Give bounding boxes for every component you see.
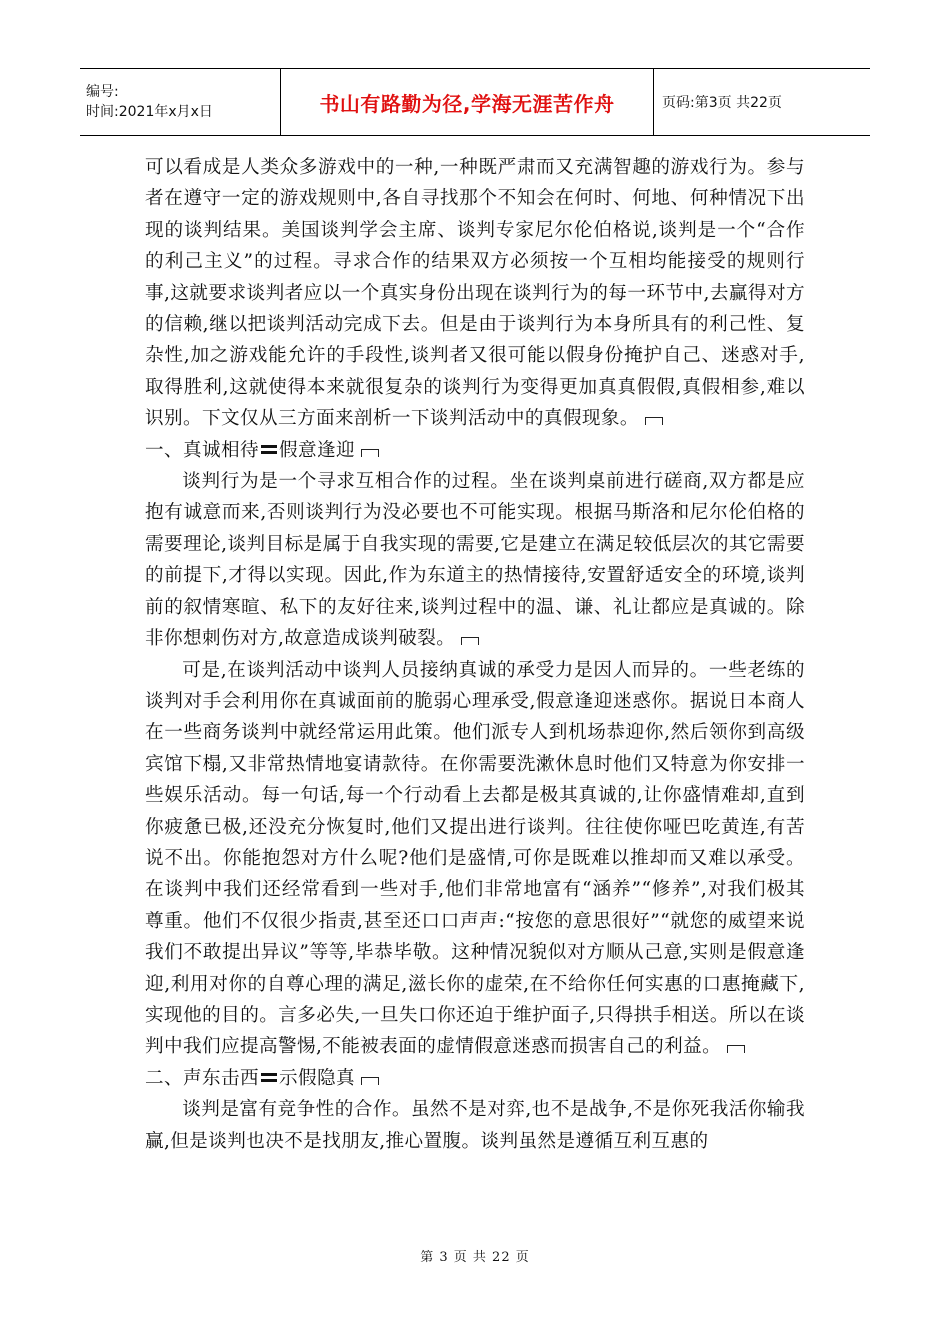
paragraph-text: 谈判行为是一个寻求互相合作的过程。坐在谈判桌前进行磋商,双方都是应抱有诚意而来,否则谈判行为没必要也不可能实现。根据马斯洛和尼尔伦伯格的需要理论,谈判目标是属于自我实现的需要,它是建立在满足较低层次的其它需要的前提下,才得以实现。因此,作为东道主的热情接待,安置舒适安全的环境,谈判前的叙情寒暄、私下的友好往来,谈判过程中的温、谦、礼让都应是真诚的。除非你想刺伤对方,故意造成谈判破裂。 — [145, 471, 805, 650]
header-page-info: 页码:第3页 共22页 — [662, 95, 782, 111]
document-body — [145, 152, 805, 1157]
section-heading — [145, 1063, 805, 1094]
paragraph-mark-icon — [727, 1045, 745, 1053]
page-footer: 第 3 页 共 22 页 — [420, 1250, 530, 1265]
paragraph-mark-icon — [461, 637, 479, 645]
section-heading-right: 假意逢迎 — [278, 439, 355, 461]
section-heading-left: 二、声东击西 — [145, 1067, 259, 1089]
double-bar-icon — [261, 445, 277, 454]
paragraph-text: 谈判是富有竞争性的合作。虽然不是对弈,也不是战争,不是你死我活你输我赢,但是谈判也决不是找朋友,推心置腹。谈判虽然是遵循互利互惠的 — [145, 1099, 805, 1152]
paragraph-mark-icon — [361, 1077, 379, 1085]
body-paragraph — [145, 655, 805, 1063]
header-number-label: 编号: — [86, 84, 119, 100]
paragraph-text: 可是,在谈判活动中谈判人员接纳真诚的承受力是因人而异的。一些老练的谈判对手会利用你在真诚面前的脆弱心理承受,假意逢迎迷惑你。据说日本商人在一些商务谈判中就经常运用此策。他们派专人到机场恭迎你,然后领你到高级宾馆下榻,又非常热情地宴请款待。在你需要洗漱休息时他们又特意为你安排一些娱乐活动。每一句话,每一个行动看上去都是极其真诚的,让你盛情难却,直到你疲惫已极,还没充分恢复时,他们又提出进行谈判。往往使你哑巴吃黄连,有苦说不出。你能抱怨对方什么呢?他们是盛情,可你是既难以推却而又难以承受。在谈判中我们还经常看到一些对手,他们非常地富有“涵养”“修养”,对我们极其尊重。他们不仅很少指责,甚至还口口声声:“按您的意思很好”“就您的威望来说我们不敢提出异议”等等,毕恭毕敬。这种情况貌似对方顺从己意,实则是假意逢迎,利用对你的自尊心理的满足,滋长你的虚荣,在不给你任何实惠的口惠掩藏下,实现他的目的。言多必失,一旦失口你还迫于维护面子,只得拱手相送。所以在谈判中我们应提高警惕,不能被表面的虚情假意迷惑而损害自己的利益。 — [145, 659, 805, 1058]
header-page-info-cell — [654, 69, 870, 135]
header-time-label: 时间:2021年x月x日 — [86, 104, 213, 120]
paragraph-text: 可以看成是人类众多游戏中的一种,一种既严肃而又充满智趣的游戏行为。参与者在遵守一定的游戏规则中,各自寻找那个不知会在何时、何地、何种情况下出现的谈判结果。美国谈判学会主席、谈判专家尼尔伦伯格说,谈判是一个“合作的利己主义”的过程。寻求合作的结果双方必须按一个互相均能接受的规则行事,这就要求谈判者应以一个真实身份出现在谈判行为的每一环节中,去赢得对方的信赖,继以把谈判活动完成下去。但是由于谈判行为本身所具有的利己性、复杂性,加之游戏能允许的手段性,谈判者又很可能以假身份掩护自己、迷惑对手,取得胜利,这就使得本来就很复杂的谈判行为变得更加真真假假,真假相参,难以识别。下文仅从三方面来剖析一下谈判活动中的真假现象。 — [145, 157, 805, 430]
paragraph-mark-icon — [361, 449, 379, 457]
body-paragraph — [145, 466, 805, 654]
header-motto-cell — [281, 69, 654, 135]
paragraph-mark-icon — [645, 417, 663, 425]
body-paragraph — [145, 152, 805, 435]
section-heading-right: 示假隐真 — [278, 1067, 355, 1089]
header-meta — [80, 69, 281, 135]
double-bar-icon — [261, 1073, 277, 1082]
body-paragraph — [145, 1094, 805, 1157]
page-header — [80, 68, 870, 136]
section-heading — [145, 435, 805, 466]
header-motto: 书山有路勤为径,学海无涯苦作舟 — [319, 91, 615, 116]
section-heading-left: 一、真诚相待 — [145, 439, 259, 461]
